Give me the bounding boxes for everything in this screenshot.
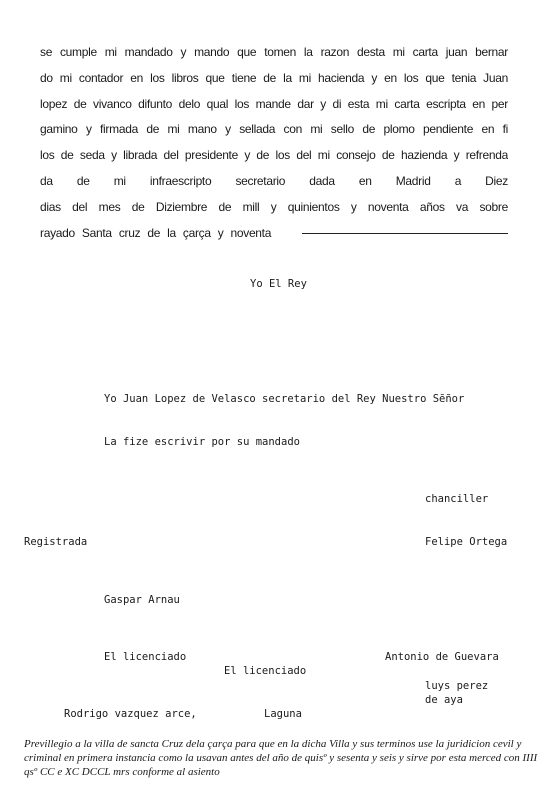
body-line: dias del mes de Diziembre de mill y quinientos y noventa años va sobre <box>40 199 508 214</box>
body-line: rayado Santa cruz de la çarça y noventa <box>40 225 272 240</box>
yo-el-rey-signature: Yo El Rey <box>250 278 307 290</box>
line-filler-rule <box>302 233 508 234</box>
body-line: da de mi infraescripto secretario dada en Madrid a Diez <box>40 173 508 188</box>
laguna-signature: Laguna <box>264 708 302 720</box>
document-body <box>40 40 508 246</box>
rodrigo-signature: Rodrigo vazquez arce, <box>64 708 197 720</box>
licenciado-signature-1: El licenciado <box>104 651 187 663</box>
antonio-guevara-signature: Antonio de Guevara <box>385 651 499 663</box>
la-fize-line: La fize escrivir por su mandado <box>104 436 300 448</box>
body-line: gamino y firmada de mi mano y sellada con mi sello de plomo pendiente en fi <box>40 122 508 137</box>
body-line: lopez de vivanco difunto delo qual los mande dar y di esta mi carta escripta en per <box>40 96 508 111</box>
felipe-ortega-signature: Felipe Ortega <box>425 536 508 548</box>
secretario-line: Yo Juan Lopez de Velasco secretario del Rey Nuestro Sēñor <box>104 393 465 405</box>
gaspar-arnau-signature: Gaspar Arnau <box>104 594 180 606</box>
de-aya-signature: de aya <box>425 694 463 706</box>
body-line: los de seda y librada del presidente y de los del mi consejo de hazienda y refrenda <box>40 148 508 163</box>
licenciado-signature-2: El licenciado <box>224 665 307 677</box>
body-line: do mi contador en los libros que tiene de la mi hacienda y en los que tenia Juan <box>40 70 508 85</box>
last-body-row <box>40 221 508 247</box>
privilege-note: Previllegio a la villa de sancta Cruz dela çarça para que en la dicha Villa y sus terminos use la juridicion cevil y criminal en primera instancia como la usavan antes del año de quisº y sesenta y seis y sirve por esta merced con IIII qsº CC e XC DCCL mrs conforme al asiento <box>24 738 538 778</box>
chanciller-label: chanciller <box>425 493 489 505</box>
luys-perez-signature: luys perez <box>425 680 489 692</box>
registrada-label: Registrada <box>24 536 88 548</box>
body-line: se cumple mi mandado y mando que tomen la razon desta mi carta juan bernar <box>40 45 508 59</box>
